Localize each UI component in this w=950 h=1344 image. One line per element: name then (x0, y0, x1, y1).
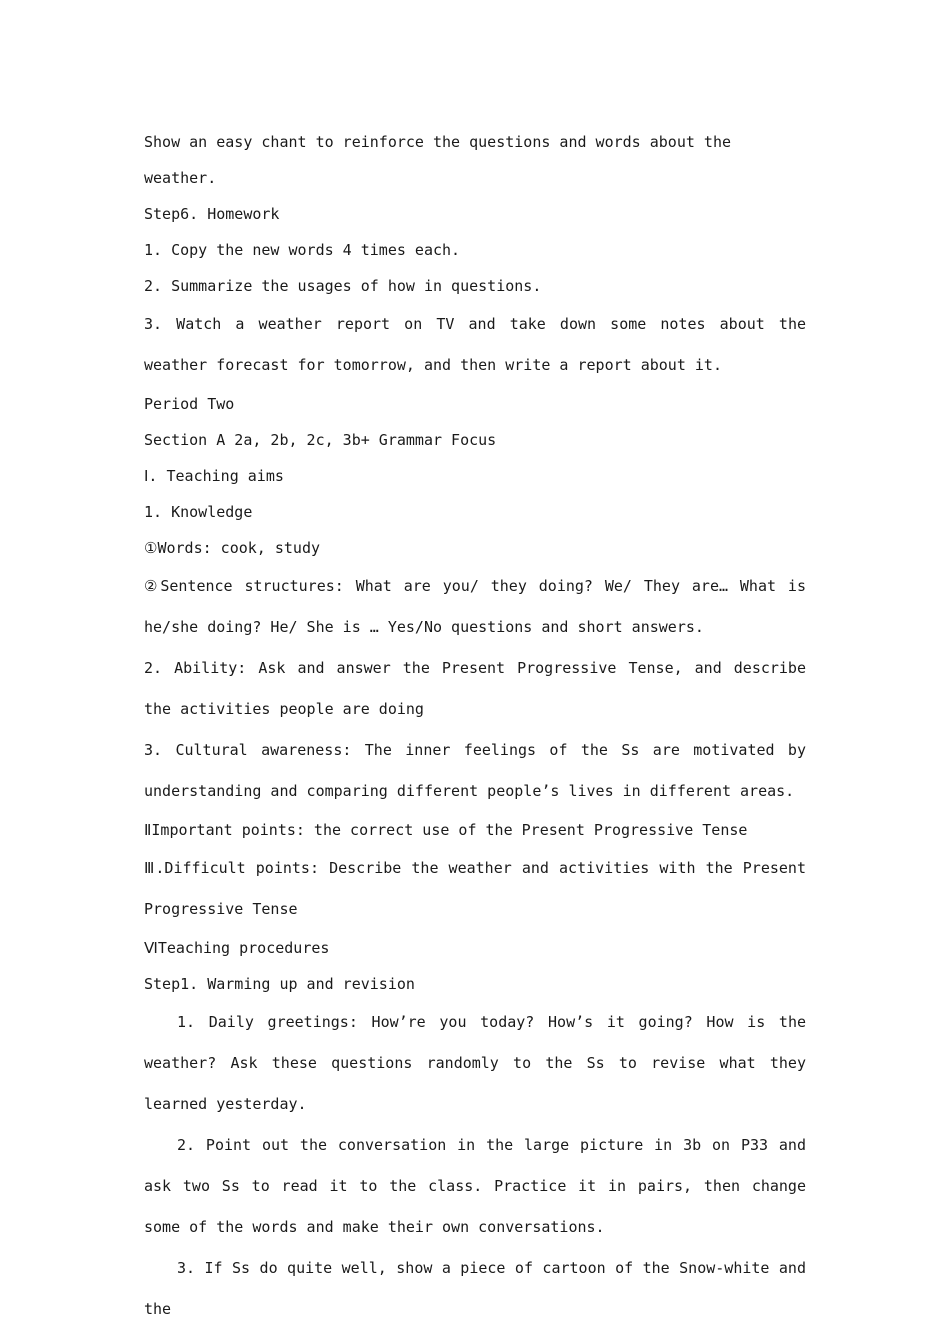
important-points: ⅡImportant points: the correct use of the Present Progressive Tense (144, 821, 748, 839)
heading-section-a: Section A 2a, 2b, 2c, 3b+ Grammar Focus (144, 431, 497, 449)
procedure-item-3: 3. If Ss do quite well, show a piece of cartoon of the Snow-white and the (144, 1259, 806, 1318)
document-body (144, 124, 806, 1330)
homework-item-2: 2. Summarize the usages of how in questions. (144, 277, 542, 295)
procedure-item-1: 1. Daily greetings: How’re you today? How’s it going? How is the weather? Ask these questions randomly to the Ss to revise what they learned yesterday. (144, 1013, 806, 1113)
homework-item-1: 1. Copy the new words 4 times each. (144, 241, 461, 259)
difficult-points: Ⅲ.Difficult points: Describe the weather and activities with the Present Progressive Tense (144, 859, 806, 918)
heading-step1-warming-up: Step1. Warming up and revision (144, 975, 415, 993)
heading-step6-homework: Step6. Homework (144, 205, 280, 223)
aim-cultural-awareness: 3. Cultural awareness: The inner feelings of the Ss are motivated by understanding and comparing different people’s lives in different areas. (144, 741, 806, 800)
procedure-item-2: 2. Point out the conversation in the large picture in 3b on P33 and ask two Ss to read it to the class. Practice it in pairs, then change some of the words and make their own conversations. (144, 1136, 806, 1236)
heading-period-two: Period Two (144, 395, 235, 413)
homework-item-3: 3. Watch a weather report on TV and take down some notes about the weather forecast for tomorrow, and then write a report about it. (144, 315, 806, 374)
aim-words: ①Words: cook, study (144, 539, 321, 557)
paragraph-chant: Show an easy chant to reinforce the questions and words about the weather. (144, 133, 731, 187)
heading-teaching-procedures: ⅥTeaching procedures (144, 939, 330, 957)
aim-sentence-structures: ②Sentence structures: What are you/ they doing? We/ They are… What is he/she doing? He/ She is … Yes/No questions and short answers. (144, 577, 806, 636)
aim-ability: 2. Ability: Ask and answer the Present Progressive Tense, and describe the activities people are doing (144, 659, 806, 718)
aim-knowledge: 1. Knowledge (144, 503, 253, 521)
heading-teaching-aims: Ⅰ. Teaching aims (144, 467, 284, 485)
